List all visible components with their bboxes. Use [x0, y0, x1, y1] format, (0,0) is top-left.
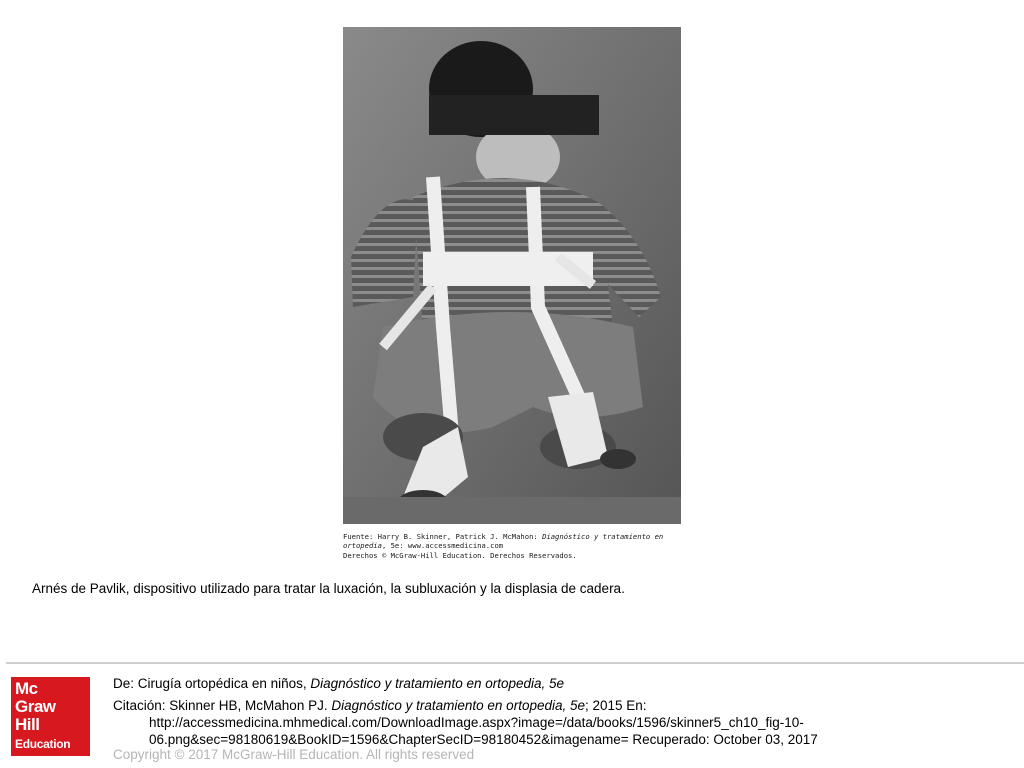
footer-divider: [6, 662, 1024, 664]
eye-mask-bar: [429, 95, 599, 135]
logo-line-education: Education: [15, 737, 71, 751]
source-title: Diagnóstico y tratamiento en: [542, 532, 664, 541]
floor: [343, 497, 681, 524]
source-line-3: Derechos © McGraw-Hill Education. Derechos Reservados.: [343, 550, 577, 560]
source-authors: Harry B. Skinner, Patrick J. McMahon:: [377, 532, 543, 541]
source-line-2: [343, 541, 681, 550]
figure: [343, 27, 681, 565]
citation-url-retrieved: ; 2015 En: http://accessmedicina.mhmedical.com/DownloadImage.aspx?image=/data/books/1596/skinner5_ch10_fig-10-06.png&sec=98180619&BookID=1596&ChapterSecID=98180452&imagename= Recuperado: October 03, 2017: [149, 698, 818, 747]
figure-source: [343, 532, 681, 560]
logo-line-graw: Graw: [15, 697, 56, 716]
logo-line-mc: Mc: [15, 679, 38, 698]
figure-caption: Arnés de Pavlik, dispositivo utilizado para tratar la luxación, la subluxación y la displasia de cadera.: [32, 581, 625, 596]
citation-block: [113, 675, 1013, 748]
pavlik-harness-photo: [343, 27, 681, 524]
from-book-title: Diagnóstico y tratamiento en ortopedia, 5e: [310, 676, 565, 691]
mcgraw-hill-logo: [11, 677, 90, 756]
source-title-cont: ortopedia: [343, 541, 382, 551]
photo-illustration: [343, 27, 681, 524]
source-edition-url: , 5e: www.accessmedicina.com: [381, 541, 504, 551]
from-prefix: De: Cirugía ortopédica en niños,: [113, 676, 311, 691]
copyright-notice: Copyright © 2017 McGraw-Hill Education. All rights reserved: [113, 747, 475, 762]
citation-book-title: Diagnóstico y tratamiento en ortopedia, 5e: [331, 698, 585, 713]
right-foot: [600, 449, 636, 469]
source-label: Fuente:: [343, 532, 378, 541]
citation-authors: Citación: Skinner HB, McMahon PJ.: [113, 698, 332, 713]
logo-line-hill: Hill: [15, 715, 40, 734]
source-line-1: [343, 532, 681, 541]
from-line: [113, 675, 1013, 692]
citation-line: [113, 697, 1013, 748]
